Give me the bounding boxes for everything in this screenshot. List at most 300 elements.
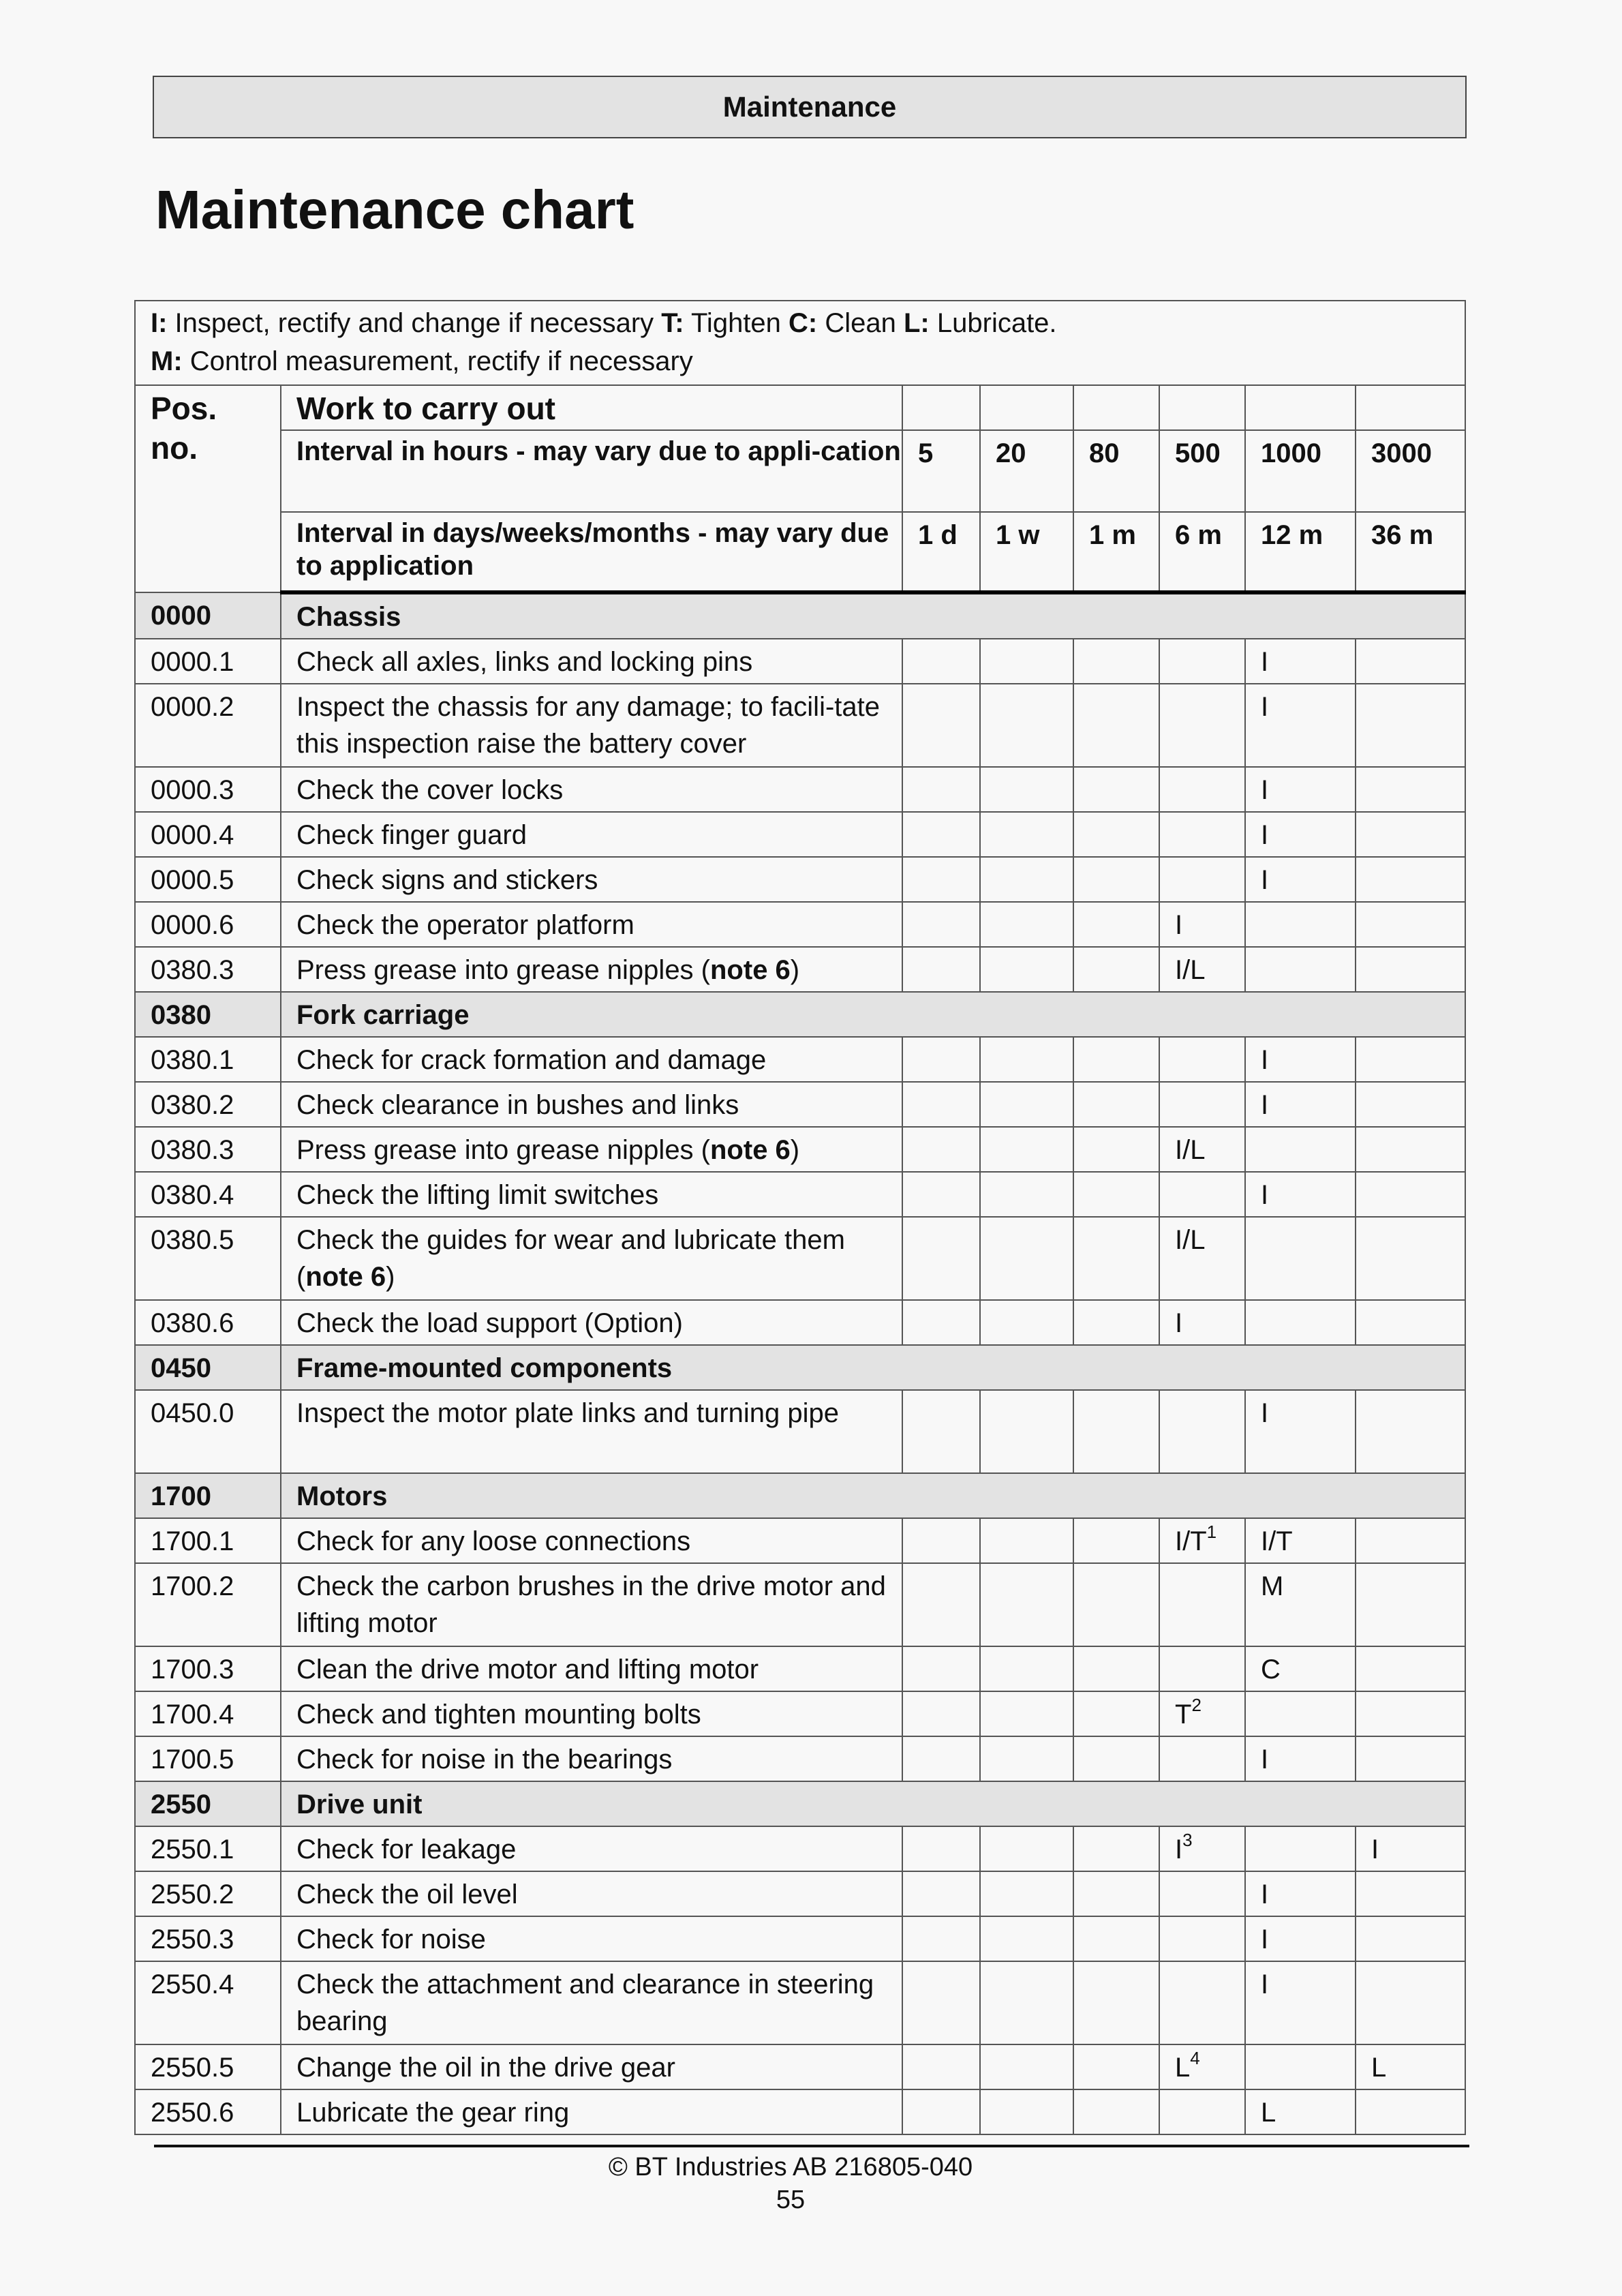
interval-cell <box>1073 1037 1159 1082</box>
row-pos: 0380.2 <box>135 1082 281 1127</box>
interval-cell <box>1356 857 1465 902</box>
table-row <box>135 1961 1465 2044</box>
table-row <box>135 684 1465 767</box>
section-header <box>153 76 1467 138</box>
interval-period-value: 36 m <box>1356 512 1465 592</box>
interval-cell <box>1356 812 1465 857</box>
interval-cell <box>902 1736 980 1781</box>
section-pos: 0000 <box>135 592 281 639</box>
interval-cell <box>1073 1127 1159 1172</box>
action-code: L <box>1175 2053 1191 2083</box>
empty-cell <box>1245 385 1356 430</box>
work-text: Press grease into grease nipples ( <box>296 1135 710 1165</box>
section-row <box>135 1345 1465 1390</box>
row-work <box>281 767 902 812</box>
interval-period-value: 1 m <box>1073 512 1159 592</box>
row-pos: 2550.3 <box>135 1916 281 1961</box>
interval-cell <box>980 1217 1073 1300</box>
interval-cell <box>980 1826 1073 1871</box>
section-name: Fork carriage <box>281 992 1465 1037</box>
interval-period-value: 1 w <box>980 512 1073 592</box>
section-pos: 2550 <box>135 1781 281 1826</box>
action-code: L <box>1261 2098 1276 2128</box>
row-pos: 2550.1 <box>135 1826 281 1871</box>
row-pos: 2550.5 <box>135 2044 281 2089</box>
interval-cell <box>980 2089 1073 2134</box>
interval-cell <box>1245 767 1356 812</box>
work-text: Check the attachment and clearance in steering bearing <box>296 1969 874 2036</box>
interval-cell <box>1245 2089 1356 2134</box>
interval-cell <box>1245 2044 1356 2089</box>
interval-cell <box>902 1646 980 1691</box>
table-row <box>135 1736 1465 1781</box>
action-code: I <box>1261 1180 1269 1210</box>
interval-hours-value: 5 <box>902 430 980 512</box>
empty-cell <box>1073 385 1159 430</box>
interval-cell <box>1159 1300 1245 1345</box>
interval-cell <box>902 1390 980 1473</box>
interval-cell <box>1356 1300 1465 1345</box>
row-work <box>281 1961 902 2044</box>
work-text: Check signs and stickers <box>296 865 598 895</box>
action-code: I <box>1261 1744 1269 1774</box>
interval-cell <box>902 1037 980 1082</box>
interval-cell <box>1245 1961 1356 2044</box>
legend-key: L: <box>904 308 930 338</box>
row-work <box>281 2089 902 2134</box>
table-row <box>135 2044 1465 2089</box>
legend-key: C: <box>789 308 818 338</box>
work-text: Inspect the motor plate links and turning pipe <box>296 1398 840 1428</box>
interval-cell <box>1073 2089 1159 2134</box>
interval-hours-value: 1000 <box>1245 430 1356 512</box>
table-row <box>135 1082 1465 1127</box>
table-row <box>135 1871 1465 1916</box>
row-pos: 0000.1 <box>135 639 281 684</box>
interval-cell <box>1073 947 1159 992</box>
interval-cell <box>1245 1518 1356 1563</box>
section-row <box>135 592 1465 639</box>
section-pos: 0450 <box>135 1345 281 1390</box>
interval-cell <box>902 902 980 947</box>
footnote-ref: 4 <box>1190 2047 1200 2068</box>
interval-cell <box>1356 684 1465 767</box>
interval-cell <box>902 1127 980 1172</box>
work-text: Check the lifting limit switches <box>296 1180 659 1210</box>
row-work <box>281 1646 902 1691</box>
row-work <box>281 1037 902 1082</box>
row-pos: 2550.2 <box>135 1871 281 1916</box>
row-pos: 0000.3 <box>135 767 281 812</box>
row-pos: 0380.5 <box>135 1217 281 1300</box>
interval-cell <box>1245 1646 1356 1691</box>
maintenance-table <box>134 300 1466 2135</box>
row-pos: 0380.3 <box>135 1127 281 1172</box>
page-title: Maintenance chart <box>155 179 634 240</box>
interval-cell <box>1073 1691 1159 1736</box>
header-row-periods <box>135 512 1465 592</box>
section-pos: 0380 <box>135 992 281 1037</box>
interval-cell <box>980 1871 1073 1916</box>
interval-cell <box>902 947 980 992</box>
interval-cell <box>1073 1082 1159 1127</box>
row-pos: 2550.4 <box>135 1961 281 2044</box>
interval-cell <box>1356 1646 1465 1691</box>
interval-cell <box>1245 1916 1356 1961</box>
row-work <box>281 1563 902 1646</box>
action-code: I <box>1261 1398 1269 1428</box>
interval-cell <box>1356 902 1465 947</box>
row-pos: 0000.2 <box>135 684 281 767</box>
interval-period-value: 12 m <box>1245 512 1356 592</box>
interval-cell <box>1159 1646 1245 1691</box>
footnote-ref: 2 <box>1191 1694 1202 1715</box>
legend-text: Tighten <box>684 308 789 338</box>
interval-cell <box>1159 1826 1245 1871</box>
interval-cell <box>980 1961 1073 2044</box>
interval-cell <box>1159 1871 1245 1916</box>
interval-cell <box>1073 1916 1159 1961</box>
interval-cell <box>1073 767 1159 812</box>
interval-cell <box>1245 812 1356 857</box>
legend-key: M: <box>151 346 183 376</box>
row-pos: 1700.2 <box>135 1563 281 1646</box>
interval-cell <box>1159 767 1245 812</box>
action-code: I <box>1261 1045 1269 1075</box>
interval-cell <box>1245 1826 1356 1871</box>
interval-cell <box>1073 1172 1159 1217</box>
interval-cell <box>980 1736 1073 1781</box>
interval-cell <box>980 857 1073 902</box>
interval-cell <box>1356 1172 1465 1217</box>
interval-cell <box>902 1691 980 1736</box>
row-work <box>281 902 902 947</box>
interval-hours-label: Interval in hours - may vary due to appli-cation <box>281 430 902 512</box>
work-text-after: ) <box>790 1135 800 1165</box>
row-work <box>281 684 902 767</box>
work-text-after: ) <box>790 955 800 985</box>
row-work <box>281 1518 902 1563</box>
interval-cell <box>1245 1871 1356 1916</box>
interval-cell <box>1159 1518 1245 1563</box>
row-pos: 1700.5 <box>135 1736 281 1781</box>
interval-cell <box>1356 767 1465 812</box>
interval-cell <box>1356 1736 1465 1781</box>
table-row <box>135 1217 1465 1300</box>
table-row <box>135 902 1465 947</box>
interval-cell <box>902 1961 980 2044</box>
interval-cell <box>1159 812 1245 857</box>
interval-cell <box>902 857 980 902</box>
interval-cell <box>1159 1961 1245 2044</box>
action-code: I/L <box>1175 1225 1206 1255</box>
interval-cell <box>1356 2044 1465 2089</box>
footer-divider <box>154 2145 1469 2147</box>
interval-cell <box>902 2089 980 2134</box>
row-work <box>281 1172 902 1217</box>
interval-cell <box>1159 684 1245 767</box>
interval-cell <box>1356 947 1465 992</box>
interval-cell <box>902 1916 980 1961</box>
legend-text: Inspect, rectify and change if necessary <box>167 308 662 338</box>
action-code: I <box>1261 865 1269 895</box>
interval-cell <box>1356 1217 1465 1300</box>
interval-cell <box>1356 1871 1465 1916</box>
interval-cell <box>1245 1691 1356 1736</box>
interval-cell <box>1159 857 1245 902</box>
interval-cell <box>1073 812 1159 857</box>
row-pos: 1700.1 <box>135 1518 281 1563</box>
work-text: Check all axles, links and locking pins <box>296 647 753 677</box>
interval-cell <box>902 767 980 812</box>
legend-cell <box>135 301 1465 385</box>
row-pos: 0380.4 <box>135 1172 281 1217</box>
row-work <box>281 1871 902 1916</box>
interval-cell <box>1356 1127 1465 1172</box>
interval-cell <box>980 1646 1073 1691</box>
row-pos: 0380.3 <box>135 947 281 992</box>
action-code: T <box>1175 1700 1192 1729</box>
work-text: Clean the drive motor and lifting motor <box>296 1655 759 1685</box>
row-work <box>281 1736 902 1781</box>
footnote-ref: 3 <box>1182 1829 1193 1850</box>
table-row <box>135 2089 1465 2134</box>
interval-cell <box>980 1691 1073 1736</box>
interval-cell <box>1073 1736 1159 1781</box>
interval-cell <box>1073 1871 1159 1916</box>
legend-key: T: <box>661 308 684 338</box>
legend-text: Control measurement, rectify if necessary <box>182 346 693 376</box>
section-name: Drive unit <box>281 1781 1465 1826</box>
work-text: Press grease into grease nipples ( <box>296 955 710 985</box>
interval-cell <box>902 639 980 684</box>
interval-cell <box>980 1300 1073 1345</box>
action-code: I/T <box>1261 1526 1293 1556</box>
interval-cell <box>902 684 980 767</box>
row-work <box>281 812 902 857</box>
interval-cell <box>1159 1691 1245 1736</box>
action-code: I/L <box>1175 1135 1206 1165</box>
action-code: L <box>1371 2053 1387 2083</box>
interval-period-value: 6 m <box>1159 512 1245 592</box>
action-code: I <box>1261 775 1269 805</box>
interval-cell <box>980 2044 1073 2089</box>
table-row <box>135 857 1465 902</box>
interval-cell <box>1073 1300 1159 1345</box>
interval-hours-value: 500 <box>1159 430 1245 512</box>
interval-cell <box>1245 1037 1356 1082</box>
row-pos: 0000.6 <box>135 902 281 947</box>
interval-cell <box>980 639 1073 684</box>
interval-cell <box>1073 1390 1159 1473</box>
interval-cell <box>1159 1217 1245 1300</box>
section-header-label: Maintenance <box>722 91 897 123</box>
row-work <box>281 639 902 684</box>
interval-cell <box>1159 1736 1245 1781</box>
work-text: Inspect the chassis for any damage; to facili-tate this inspection raise the battery cover <box>296 692 880 759</box>
row-pos: 0450.0 <box>135 1390 281 1473</box>
interval-hours-value: 80 <box>1073 430 1159 512</box>
section-row <box>135 1473 1465 1518</box>
interval-cell <box>902 1518 980 1563</box>
table-row <box>135 1300 1465 1345</box>
interval-cell <box>1245 1390 1356 1473</box>
interval-cell <box>1159 1172 1245 1217</box>
interval-cell <box>980 1172 1073 1217</box>
row-pos: 2550.6 <box>135 2089 281 2134</box>
work-text-after: ) <box>386 1262 395 1292</box>
interval-cell <box>980 684 1073 767</box>
interval-hours-value: 3000 <box>1356 430 1465 512</box>
interval-cell <box>980 812 1073 857</box>
interval-cell <box>902 1871 980 1916</box>
interval-period-value: 1 d <box>902 512 980 592</box>
interval-cell <box>980 1127 1073 1172</box>
interval-cell <box>980 1916 1073 1961</box>
row-work <box>281 1390 902 1473</box>
interval-cell <box>980 1037 1073 1082</box>
row-pos: 0000.5 <box>135 857 281 902</box>
action-code: I <box>1261 1969 1269 1999</box>
row-work <box>281 2044 902 2089</box>
interval-cell <box>902 1217 980 1300</box>
action-code: C <box>1261 1655 1281 1685</box>
action-code: I <box>1261 692 1269 722</box>
interval-cell <box>1159 1916 1245 1961</box>
action-code: I/T <box>1175 1526 1207 1556</box>
action-code: M <box>1261 1571 1284 1601</box>
work-text: Check the load support (Option) <box>296 1308 683 1338</box>
action-code: I <box>1261 1090 1269 1120</box>
interval-cell <box>980 1390 1073 1473</box>
work-text: Change the oil in the drive gear <box>296 2053 675 2083</box>
interval-hours-value: 20 <box>980 430 1073 512</box>
note-ref: note 6 <box>305 1262 386 1292</box>
interval-cell <box>1245 1082 1356 1127</box>
empty-cell <box>902 385 980 430</box>
interval-cell <box>1356 1037 1465 1082</box>
row-work <box>281 947 902 992</box>
interval-cell <box>1245 1127 1356 1172</box>
interval-cell <box>1159 639 1245 684</box>
interval-cell <box>1073 1518 1159 1563</box>
interval-cell <box>902 1300 980 1345</box>
interval-cell <box>1356 1826 1465 1871</box>
work-text: Check the operator platform <box>296 910 634 940</box>
table-row <box>135 947 1465 992</box>
action-code: I <box>1261 820 1269 850</box>
interval-cell <box>902 1563 980 1646</box>
footer-copyright: © BT Industries AB 216805-040 <box>608 2153 973 2181</box>
row-work <box>281 1300 902 1345</box>
interval-cell <box>902 812 980 857</box>
table-row <box>135 1127 1465 1172</box>
empty-cell <box>1159 385 1245 430</box>
empty-cell <box>980 385 1073 430</box>
interval-cell <box>1356 1563 1465 1646</box>
interval-cell <box>1073 1563 1159 1646</box>
interval-cell <box>1073 1646 1159 1691</box>
row-work <box>281 1916 902 1961</box>
header-row-hours <box>135 430 1465 512</box>
interval-cell <box>1159 2089 1245 2134</box>
table-row <box>135 1037 1465 1082</box>
row-pos: 0000.4 <box>135 812 281 857</box>
interval-cell <box>1073 639 1159 684</box>
interval-cell <box>980 767 1073 812</box>
interval-cell <box>1356 1390 1465 1473</box>
interval-cell <box>980 1518 1073 1563</box>
action-code: I <box>1261 647 1269 677</box>
interval-cell <box>1159 1390 1245 1473</box>
interval-cell <box>1073 1217 1159 1300</box>
table-row <box>135 639 1465 684</box>
interval-cell <box>902 1826 980 1871</box>
table-row <box>135 1691 1465 1736</box>
table-row <box>135 1172 1465 1217</box>
section-name: Frame-mounted components <box>281 1345 1465 1390</box>
work-text: Lubricate the gear ring <box>296 2098 570 2128</box>
interval-cell <box>1159 1082 1245 1127</box>
interval-cell <box>980 902 1073 947</box>
interval-cell <box>1245 684 1356 767</box>
legend-key: I: <box>151 308 168 338</box>
interval-cell <box>1159 1037 1245 1082</box>
interval-cell <box>980 1563 1073 1646</box>
interval-cell <box>1356 1961 1465 2044</box>
interval-cell <box>1159 2044 1245 2089</box>
table-row <box>135 767 1465 812</box>
work-text: Check and tighten mounting bolts <box>296 1700 701 1729</box>
work-text: Check for any loose connections <box>296 1526 691 1556</box>
footnote-ref: 1 <box>1206 1521 1217 1542</box>
work-text: Check the guides for wear and lubricate them ( <box>296 1225 845 1292</box>
section-name: Motors <box>281 1473 1465 1518</box>
work-text: Check the cover locks <box>296 775 564 805</box>
action-code: I <box>1175 910 1183 940</box>
legend-row <box>135 301 1465 385</box>
interval-cell <box>1245 639 1356 684</box>
interval-cell <box>1073 684 1159 767</box>
row-work <box>281 1217 902 1300</box>
work-header: Work to carry out <box>281 385 902 430</box>
work-text: Check clearance in bushes and links <box>296 1090 739 1120</box>
interval-cell <box>1245 902 1356 947</box>
action-code: I <box>1371 1834 1379 1864</box>
interval-cell <box>1073 902 1159 947</box>
interval-cell <box>1356 1518 1465 1563</box>
table-row <box>135 1826 1465 1871</box>
legend-line-1 <box>151 304 1450 342</box>
row-pos: 1700.4 <box>135 1691 281 1736</box>
page-number: 55 <box>776 2186 806 2214</box>
interval-cell <box>1245 1736 1356 1781</box>
work-text: Check for leakage <box>296 1834 517 1864</box>
pos-no-header: Pos. no. <box>135 385 281 592</box>
legend-text: Lubricate. <box>929 308 1057 338</box>
row-pos: 1700.3 <box>135 1646 281 1691</box>
action-code: I/L <box>1175 955 1206 985</box>
work-text: Check for noise in the bearings <box>296 1744 673 1774</box>
interval-cell <box>1159 1563 1245 1646</box>
table-row <box>135 1390 1465 1473</box>
interval-cell <box>902 2044 980 2089</box>
interval-cell <box>1245 1300 1356 1345</box>
interval-cell <box>980 1082 1073 1127</box>
header-row-work <box>135 385 1465 430</box>
interval-cell <box>980 947 1073 992</box>
table-row <box>135 812 1465 857</box>
